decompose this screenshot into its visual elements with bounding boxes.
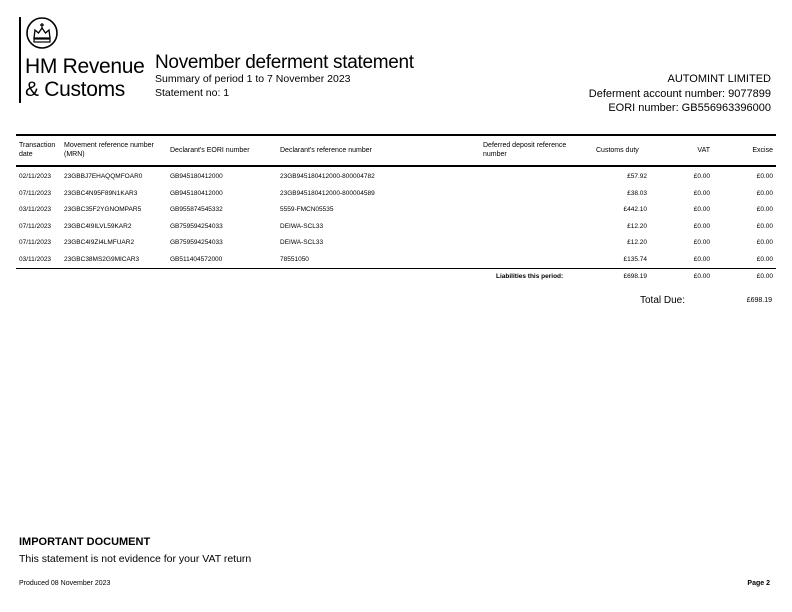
cell-transaction-date: 03/11/2023: [19, 206, 52, 214]
cell-declarant-ref: 78551050: [280, 256, 309, 263]
cell-customs-duty: £135.74: [623, 256, 647, 263]
cell-mrn: 23GBC4I9ZI4LMFUAR2: [64, 239, 135, 247]
total-due-value: £698.19: [746, 297, 772, 304]
eori-number: EORI number: GB556963396000: [608, 102, 771, 114]
cell-customs-duty: £38.03: [627, 189, 647, 197]
header-vat: VAT: [697, 147, 710, 154]
cell-mrn: 23GBC35F2YGNOMPAR5: [64, 206, 142, 214]
cell-transaction-date: 07/11/2023: [19, 239, 52, 247]
cell-vat: £0.00: [693, 189, 710, 197]
period-summary: Summary of period 1 to 7 November 2023: [155, 73, 351, 85]
cell-excise: £0.00: [756, 173, 773, 180]
royal-crest-icon: [25, 16, 59, 50]
cell-declarant-eori: GB945180412000: [170, 173, 223, 180]
cell-declarant-eori: GB955874545332: [170, 206, 223, 214]
header-deposit-ref: Deferred deposit reference number: [483, 142, 567, 158]
cell-vat: £0.00: [693, 173, 710, 180]
cell-transaction-date: 07/11/2023: [19, 222, 52, 230]
cell-mrn: 23GBBJ7EHAQQMFOAR0: [64, 173, 143, 180]
cell-mrn: 23GBC38MS2G9MICAR3: [64, 256, 140, 263]
cell-customs-duty: £442.10: [623, 206, 647, 214]
table-top-rule: [16, 134, 776, 136]
cell-declarant-ref: 23GB945180412000-800004782: [280, 173, 375, 180]
cell-vat: £0.00: [693, 222, 710, 230]
company-name: AUTOMINT LIMITED: [667, 73, 771, 85]
header-customs-duty: Customs duty: [596, 147, 639, 154]
logo-divider: [19, 17, 21, 103]
cell-vat: £0.00: [693, 206, 710, 214]
hmrc-logo-text: [25, 55, 145, 101]
liabilities-excise: £0.00: [756, 273, 773, 280]
total-due-label: Total Due:: [640, 295, 686, 306]
cell-transaction-date: 02/11/2023: [19, 173, 52, 180]
liabilities-vat: £0.00: [693, 273, 710, 280]
cell-excise: £0.00: [756, 189, 773, 197]
header-excise: Excise: [752, 147, 773, 154]
cell-declarant-ref: 23GB945180412000-800004589: [280, 189, 375, 197]
liabilities-label: Liabilities this period:: [496, 273, 564, 280]
cell-customs-duty: £12.20: [627, 239, 647, 247]
cell-declarant-ref: DEIWA-SCL33: [280, 239, 324, 247]
cell-customs-duty: £12.20: [627, 222, 647, 230]
header-mrn: Movement reference number (MRN): [64, 142, 154, 158]
important-document-heading: IMPORTANT DOCUMENT: [19, 536, 151, 548]
account-info: [589, 72, 771, 116]
statement-title: November deferment statement: [155, 52, 414, 73]
cell-excise: £0.00: [756, 206, 773, 214]
cell-excise: £0.00: [756, 256, 773, 263]
cell-declarant-eori: GB945180412000: [170, 189, 223, 197]
statement-number: Statement no: 1: [155, 87, 230, 99]
cell-mrn: 23GBC4N95F89N1KAR3: [64, 189, 138, 197]
header-transaction-date: Transaction date: [19, 142, 56, 158]
cell-excise: £0.00: [756, 239, 773, 247]
header-declarant-eori: Declarant's EORI number: [170, 147, 250, 154]
cell-declarant-ref: DEIWA-SCL33: [280, 222, 324, 230]
deferment-account-number: Deferment account number: 9077899: [588, 87, 771, 100]
produced-date: Produced 08 November 2023: [19, 580, 111, 587]
logo-line-1: HM Revenue: [25, 55, 145, 78]
statement-subtitle: [155, 72, 351, 100]
logo-line-2: & Customs: [25, 78, 125, 101]
cell-declarant-eori: GB759594254033: [170, 239, 223, 247]
cell-excise: £0.00: [756, 222, 773, 230]
cell-declarant-eori: GB759594254033: [170, 222, 223, 230]
cell-declarant-ref: 5559-FMCN05535: [280, 206, 334, 214]
cell-transaction-date: 07/11/2023: [19, 189, 52, 197]
liabilities-customs: £698.19: [623, 273, 647, 280]
cell-mrn: 23GBC4I9ILVL59KAR2: [64, 222, 132, 230]
table-header-rule: [16, 165, 776, 167]
table-bottom-rule: [16, 268, 776, 269]
cell-vat: £0.00: [693, 256, 710, 263]
cell-declarant-eori: GB511404572000: [170, 256, 223, 263]
vat-notice: This statement is not evidence for your VAT return: [19, 553, 252, 565]
page-number: Page 2: [747, 580, 770, 587]
cell-vat: £0.00: [693, 239, 710, 247]
cell-customs-duty: £57.92: [627, 173, 647, 180]
cell-transaction-date: 03/11/2023: [19, 256, 52, 263]
header-declarant-ref: Declarant's reference number: [280, 147, 372, 154]
